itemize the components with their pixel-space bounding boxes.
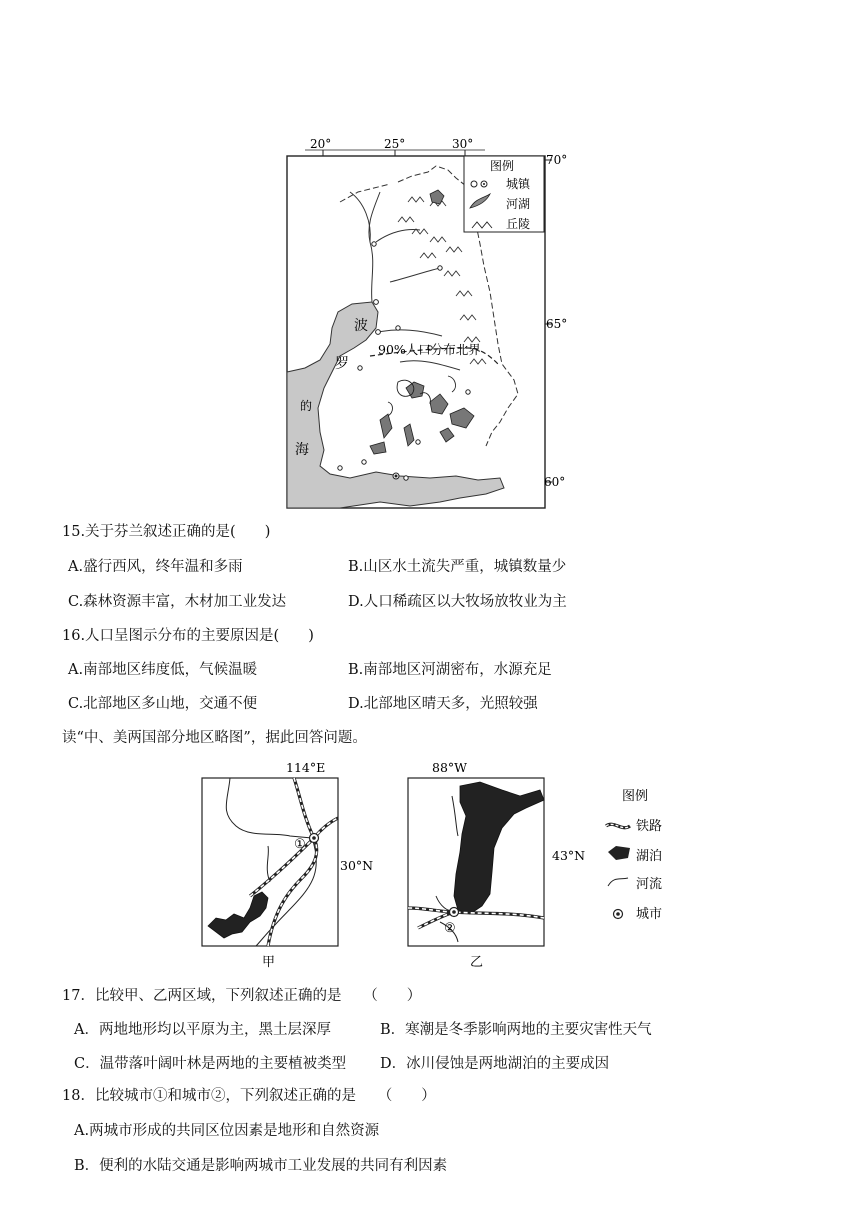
- sea-char-2: 罗: [335, 356, 349, 372]
- lat-label-65: 65°: [546, 317, 568, 331]
- svg-text:甲: 甲: [262, 955, 276, 970]
- q15-option-d: D.人口稀疏区以大牧场放牧业为主: [348, 594, 567, 610]
- svg-text:图例: 图例: [622, 789, 649, 804]
- q17-option-d: D．冰川侵蚀是两地湖泊的主要成因: [380, 1056, 610, 1072]
- svg-text:②: ②: [444, 921, 456, 936]
- sea-char-1: 波: [354, 318, 368, 334]
- q15-option-c: C.森林资源丰富，木材加工业发达: [68, 594, 287, 610]
- svg-text:30°N: 30°N: [340, 858, 374, 873]
- svg-text:城市: 城市: [636, 907, 663, 922]
- svg-text:河湖: 河湖: [506, 197, 531, 211]
- svg-text:①: ①: [294, 837, 306, 852]
- sea-char-3: 的: [300, 399, 313, 413]
- q17-option-a: A．两地地形均以平原为主，黑土层深厚: [74, 1022, 331, 1038]
- lat-label-70: 70°: [546, 153, 568, 167]
- map-yi: [408, 760, 585, 970]
- intro-text: 读“中、美两国部分地区略图”，据此回答问题。: [62, 730, 367, 746]
- svg-text:88°W: 88°W: [432, 760, 468, 775]
- q15-stem: 15.关于芬兰叙述正确的是( ): [62, 524, 271, 540]
- q17-stem: 17．比较甲、乙两区域，下列叙述正确的是 （ ）: [62, 988, 422, 1004]
- lon-label-20: 20°: [310, 137, 332, 151]
- svg-text:湖泊: 湖泊: [636, 849, 663, 864]
- q18-option-b: B．便利的水陆交通是影响两城市工业发展的共同有利因素: [74, 1158, 448, 1174]
- lat-label-60: 60°: [544, 475, 566, 489]
- map2-legend: [606, 789, 662, 922]
- q16-option-a: A.南部地区纬度低，气候温暖: [68, 662, 258, 678]
- map-jia: [202, 760, 373, 970]
- population-annotation: 90%人口分布北界: [378, 342, 481, 357]
- q16-option-c: C.北部地区多山地，交通不便: [68, 696, 258, 712]
- svg-text:河流: 河流: [636, 877, 663, 892]
- q16-stem: 16.人口呈图示分布的主要原因是( ): [62, 628, 314, 644]
- finland-map: [280, 132, 580, 512]
- q18-stem: 18．比较城市①和城市②，下列叙述正确的是 （ ）: [62, 1088, 436, 1104]
- q16-option-d: D.北部地区晴天多，光照较强: [348, 696, 538, 712]
- svg-text:铁路: 铁路: [636, 819, 663, 834]
- sea-char-4: 海: [295, 442, 309, 458]
- q17-option-c: C．温带落叶阔叶林是两地的主要植被类型: [74, 1056, 347, 1072]
- svg-text:图例: 图例: [490, 159, 515, 173]
- q18-option-a: A.两城市形成的共同区位因素是地形和自然资源: [74, 1123, 380, 1139]
- svg-text:43°N: 43°N: [552, 848, 586, 863]
- svg-text:乙: 乙: [470, 955, 484, 970]
- lon-label-30: 30°: [452, 137, 474, 151]
- q15-option-b: B.山区水土流失严重，城镇数量少: [348, 559, 567, 575]
- q16-option-b: B.南部地区河湖密布，水源充足: [348, 662, 552, 678]
- svg-text:城镇: 城镇: [506, 177, 531, 191]
- lon-label-25: 25°: [384, 137, 406, 151]
- q15-option-a: A.盛行西风，终年温和多雨: [68, 559, 243, 575]
- q17-option-b: B．寒潮是冬季影响两地的主要灾害性天气: [380, 1022, 652, 1038]
- svg-text:丘陵: 丘陵: [506, 217, 531, 231]
- svg-text:114°E: 114°E: [286, 760, 326, 775]
- map-jia-yi: [190, 756, 690, 976]
- map1-legend: [464, 156, 544, 232]
